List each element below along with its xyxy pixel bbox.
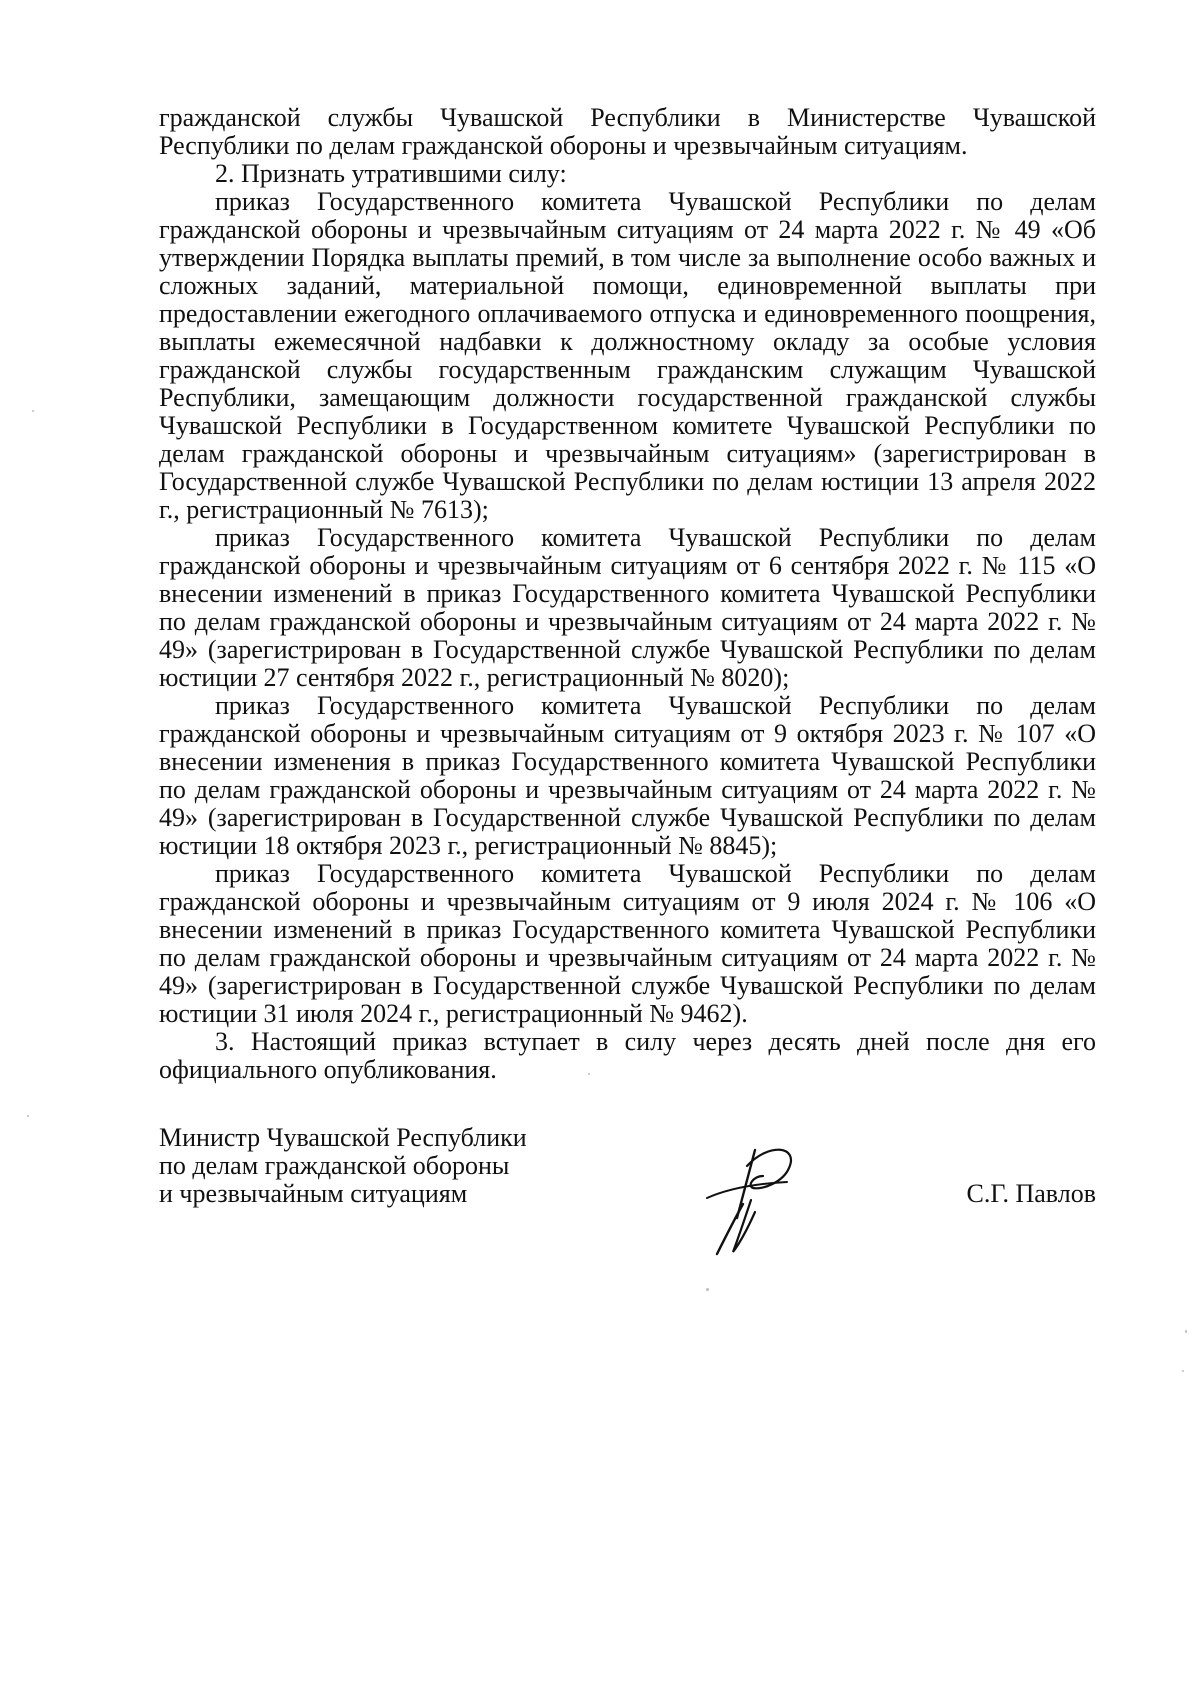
signer-title-line: по делам гражданской обороны [159, 1151, 510, 1180]
scan-speck [27, 1115, 29, 1117]
signer-title-line: Министр Чувашской Республики [159, 1123, 527, 1152]
paragraph-order-106: приказ Государственного комитета Чувашской Республики по делам гражданской обороны и чрезвычайным ситуациям от 9 июля 2024 г. № 106 «О внесении изменений в приказ Государственного комитета Чувашской Республики по делам гражданской обороны и чрезвычайным ситуациям от 24 марта 2022 г. № 49» (зарегистрирован в Государственной службе Чувашской Республики по делам юстиции 31 июля 2024 г., регистрационный № 9462). [159, 859, 1096, 1028]
signer-title [159, 1124, 579, 1208]
paragraph-item-2: 2. Признать утратившими силу: [215, 159, 567, 188]
signer-title-line: и чрезвычайным ситуациям [159, 1179, 468, 1208]
paragraph-continuation: гражданской службы Чувашской Республики в Министерстве Чувашской Республики по делам гражданской обороны и чрезвычайным ситуациям. [159, 103, 1096, 160]
scan-speck [706, 1288, 709, 1291]
scan-speck [32, 410, 34, 412]
scan-speck [1185, 1330, 1187, 1333]
scan-speck [588, 1073, 590, 1075]
paragraph-order-115: приказ Государственного комитета Чувашской Республики по делам гражданской обороны и чрезвычайным ситуациям от 6 сентября 2022 г. № 115 «О внесении изменений в приказ Государственного комитета Чувашской Республики по делам гражданской обороны и чрезвычайным ситуациям от 24 марта 2022 г. № 49» (зарегистрирован в Государственной службе Чувашской Республики по делам юстиции 27 сентября 2022 г., регистрационный № 8020); [159, 523, 1096, 692]
signature-block [159, 1124, 1096, 1264]
signer-name: С.Г. Павлов [966, 1179, 1096, 1208]
scan-speck [1182, 1370, 1184, 1372]
document-body [159, 104, 1096, 1084]
paragraph-order-49: приказ Государственного комитета Чувашской Республики по делам гражданской обороны и чрезвычайным ситуациям от 24 марта 2022 г. № 49 «Об утверждении Порядка выплаты премий, в том числе за выполнение особо важных и сложных заданий, материальной помощи, единовременной выплаты при предоставлении ежегодного оплачиваемого отпуска и единовременного поощрения, выплаты ежемесячной надбавки к должностному окладу за особые условия гражданской службы государственным гражданским служащим Чувашской Республики, замещающим должности государственной гражданской службы Чувашской Республики в Государственном комитете Чувашской Республики по делам гражданской обороны и чрезвычайным ситуациям» (зарегистрирован в Государственной службе Чувашской Республики по делам юстиции 13 апреля 2022 г., регистрационный № 7613); [159, 187, 1096, 524]
paragraph-item-3: 3. Настоящий приказ вступает в силу через десять дней после дня его официального опубликования. [159, 1027, 1096, 1084]
handwritten-signature-icon [703, 1138, 813, 1258]
paragraph-order-107: приказ Государственного комитета Чувашской Республики по делам гражданской обороны и чрезвычайным ситуациям от 9 октября 2023 г. № 107 «О внесении изменения в приказ Государственного комитета Чувашской Республики по делам гражданской обороны и чрезвычайным ситуациям от 24 марта 2022 г. № 49» (зарегистрирован в Государственной службе Чувашской Республики по делам юстиции 18 октября 2023 г., регистрационный № 8845); [159, 691, 1096, 860]
